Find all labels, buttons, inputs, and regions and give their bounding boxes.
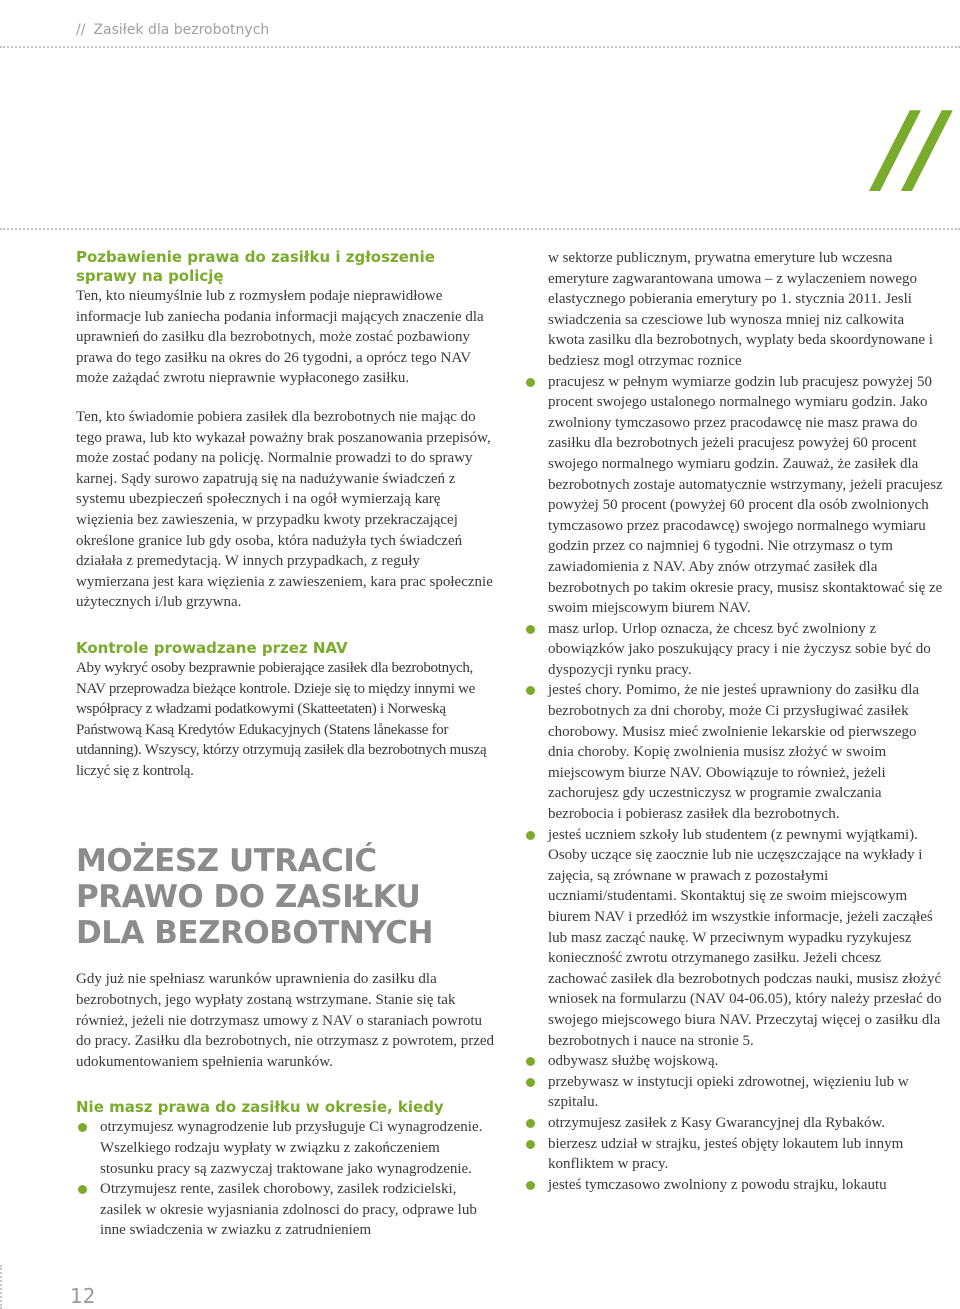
bullet-icon xyxy=(78,1185,87,1194)
header-slashes: // xyxy=(76,22,86,38)
right-column xyxy=(524,248,944,1195)
paragraph-disqualification: Ten, kto nieumyślnie lub z rozmysłem podaje nieprawidłowe informacje lub zaniecha podania informacji mających znaczenie dla uprawnień do zasiłku dla bezrobotnych, może zostać pozbawiony prawa do tego zasiłku na okres do 26 tygodni, a oprócz tego NAV może zażądać zwrotu nieprawnie wypłaconego zasiłku. xyxy=(76,288,484,387)
list-item-text: masz urlop. Urlop oznacza, że chcesz być zwolniony z obowiązków jako poszukujący pracy i nie życzysz sobie być do dyspozycji rynku pracy. xyxy=(548,620,931,678)
list-item-text: jesteś uczniem szkoły lub studentem (z pewnymi wyjątkami). Osoby uczące się zaocznie lub nie uczęszczające na wykłady i zajęcia, są zrównane w prawach z pozostałymi uczniami/studentami. Skontaktuj się ze swoim miejscowym biurem NAV i przedłóż im wszystkie informacje, jeżeli zacząłeś lub masz zacząć naukę. W przeciwnym wypadku ryzykujesz konieczność zwrotu otrzymanego zasiłku. Jeżeli chcesz zachować zasiłek dla bezrobotnych podczas nauki, musisz złożyć wniosek na formularzu (NAV 04-06.05), który należy przesłać do swojego miejscowego biura NAV. Przeczytaj więcej o zasiłku dla bezrobotnych i nauce na stronie 5. xyxy=(548,826,942,1049)
list-item xyxy=(524,1051,944,1072)
list-item xyxy=(524,825,944,1052)
list-item-text: Otrzymujesz rente, zasilek chorobowy, zasilek rodzicielski, zasilek w okresie wyjasniania zdolnosci do pracy, odprawe lub inne swiadczenia w zwiazku z zatrudnieniem xyxy=(100,1181,477,1239)
page-number: 12 xyxy=(70,1284,96,1308)
bullet-icon xyxy=(526,1140,535,1149)
list-item xyxy=(524,1072,944,1113)
bullet-icon xyxy=(78,1123,87,1132)
paragraph-continuation: w sektorze publicznym, prywatna emeryture lub wczesna emeryture zagwarantowana umowa – z wylaczeniem nowego elastycznego pobierania emerytury po 1. stycznia 2011. Jesli swiadczenia sa czesciowe lub wynosza mniej niz calkowita kwota zasilku dla bezrobotnych, wyplaty beda skoordynowane i bedziesz mogl otrzymac roznice xyxy=(548,250,933,369)
bullet-icon xyxy=(526,1119,535,1128)
list-item-text: jesteś chory. Pomimo, że nie jesteś uprawniony do zasiłku dla bezrobotnych za dni choroby, może Ci przysługiwać zasiłek chorobowy. Musisz mieć zwolnienie lekarskie od pierwszego dnia choroby. Kopię zwolnienia musisz złożyć w swoim miejscowym biurze NAV. Obowiązuje to również, jeżeli zachorujesz gdy uczestniczysz w programie zwalczania bezrobocia i pobierasz zasiłek dla bezrobotnych. xyxy=(548,682,920,823)
conditions-list xyxy=(524,372,944,1196)
list-item-text: odbywasz służbę wojskową. xyxy=(548,1053,719,1070)
running-header xyxy=(76,22,269,38)
list-item xyxy=(524,1134,944,1175)
bullet-icon xyxy=(526,1078,535,1087)
list-item-text: otrzymujesz zasiłek z Kasy Gwarancyjnej dla Rybaków. xyxy=(548,1114,886,1131)
header-title: Zasiłek dla bezrobotnych xyxy=(93,22,270,38)
bullet-icon xyxy=(526,831,535,840)
paragraph-loss-of-right: Gdy już nie spełniasz warunków uprawnienia do zasiłku dla bezrobotnych, jego wypłaty zostaną wstrzymane. Stanie się tak również, jeżeli nie dotrzymasz umowy z NAV o staraniach powrotu do pracy. Zasiłku dla bezrobotnych, nie otrzymasz z powrotem, przed udokumentowaniem spełnienia warunków. xyxy=(76,971,495,1070)
list-item-text: jesteś tymczasowo zwolniony z powodu strajku, lokautu xyxy=(548,1176,887,1193)
section-heading-no-right: Nie masz prawa do zasiłku w okresie, kiedy xyxy=(76,1098,444,1117)
list-item-text: bierzesz udział w strajku, jesteś objęty lokautem lub innym konfliktem w pracy. xyxy=(548,1135,904,1173)
top-dotted-rule xyxy=(0,46,960,48)
list-item xyxy=(524,619,944,681)
list-item xyxy=(76,1179,496,1241)
list-item xyxy=(76,1117,496,1179)
left-column xyxy=(76,248,496,1241)
no-right-list xyxy=(76,1117,496,1241)
bullet-icon xyxy=(526,686,535,695)
section-heading-disqualification: Pozbawienie prawa do zasiłku i zgłoszenie sprawy na policję xyxy=(76,248,435,285)
bullet-icon xyxy=(526,1181,535,1190)
paragraph-police-report: Ten, kto świadomie pobiera zasiłek dla bezrobotnych nie mając do tego prawa, lub kto wykazał poważny brak poszanowania przepisów, może zostać podany na policję. Normalnie prowadzi to do sprawy karnej. Sądy surowo zapatrują się na nadużywanie świadczeń z systemu ubezpieczeń społecznych i na ogół wymierzają karę więzienia bez zawieszenia, w przypadku kwoty przekraczającej określone granice lub gdy osoba, która nadużyła tych świadczeń działała z premedytacją. W innych przypadkach, z reguły wymierzana jest kara więzienia z zawieszeniem, kara prac społecznie użytecznych i/lub grzywna. xyxy=(76,408,493,611)
list-item xyxy=(524,372,944,619)
section-heading-controls: Kontrole prowadzane przez NAV xyxy=(76,638,348,657)
list-item xyxy=(524,1113,944,1134)
bullet-icon xyxy=(526,378,535,387)
paragraph-controls: Aby wykryć osoby bezprawnie pobierające zasiłek dla bezrobotnych, NAV przeprowadza bieżące kontrole. Dzieje się to między innymi we współpracy z władzami podatkowymi (Skatteetaten) i Norweską Państwową Kasą Kredytów Edukacyjnych (Statens lånekasse for utdanning). Wszyscy, którzy otrzymują zasiłek dla bezrobotnych muszą liczyć się z kontrolą. xyxy=(76,659,487,779)
list-item xyxy=(524,680,944,824)
list-item-text: otrzymujesz wynagrodzenie lub przysługuje Ci wynagrodzenie. Wszelkiego rodzaju wypłaty w związku z zakończeniem stosunku pracy są zazwyczaj traktowane jako wynagrodzenie. xyxy=(100,1119,483,1177)
decorative-slashes: // xyxy=(878,92,942,206)
bullet-icon xyxy=(526,625,535,634)
list-item-text: przebywasz w instytucji opieki zdrowotnej, więzieniu lub w szpitalu. xyxy=(548,1073,909,1111)
middle-dotted-rule xyxy=(0,228,960,230)
list-item-text: pracujesz w pełnym wymiarze godzin lub pracujesz powyżej 50 procent swojego ustalonego normalnego wymiaru godzin. Jako zwolniony tymczasowo przez pracodawcę nie masz prawa do zasiłku dla bezrobotnych jeżeli pracujesz powyżej 60 procent swojego normalnego wymiaru godzin. Zauważ, że zasiłek dla bezrobotnych zostaje automatycznie wstrzymany, jeżeli pracujesz powyżej 50 procent (powyżej 60 procent dla osób zwolnionych tymczasowo przez pracodawcę) swojego normalnego wymiaru godzin przez co najmniej 6 tygodni. Nie otrzymasz o tym zawiadomienia z NAV. Aby znów otrzymać zasiłek dla bezrobotnych po takim okresie pracy, musisz skontaktować się ze swoim miejscowym biurem NAV. xyxy=(548,373,943,617)
footer-dotted-rule xyxy=(0,1265,2,1309)
bullet-icon xyxy=(526,1057,535,1066)
main-heading: MOŻESZ UTRACIĆ PRAWO DO ZASIŁKU DLA BEZROBOTNYCH xyxy=(76,843,433,952)
list-item xyxy=(524,1175,944,1196)
